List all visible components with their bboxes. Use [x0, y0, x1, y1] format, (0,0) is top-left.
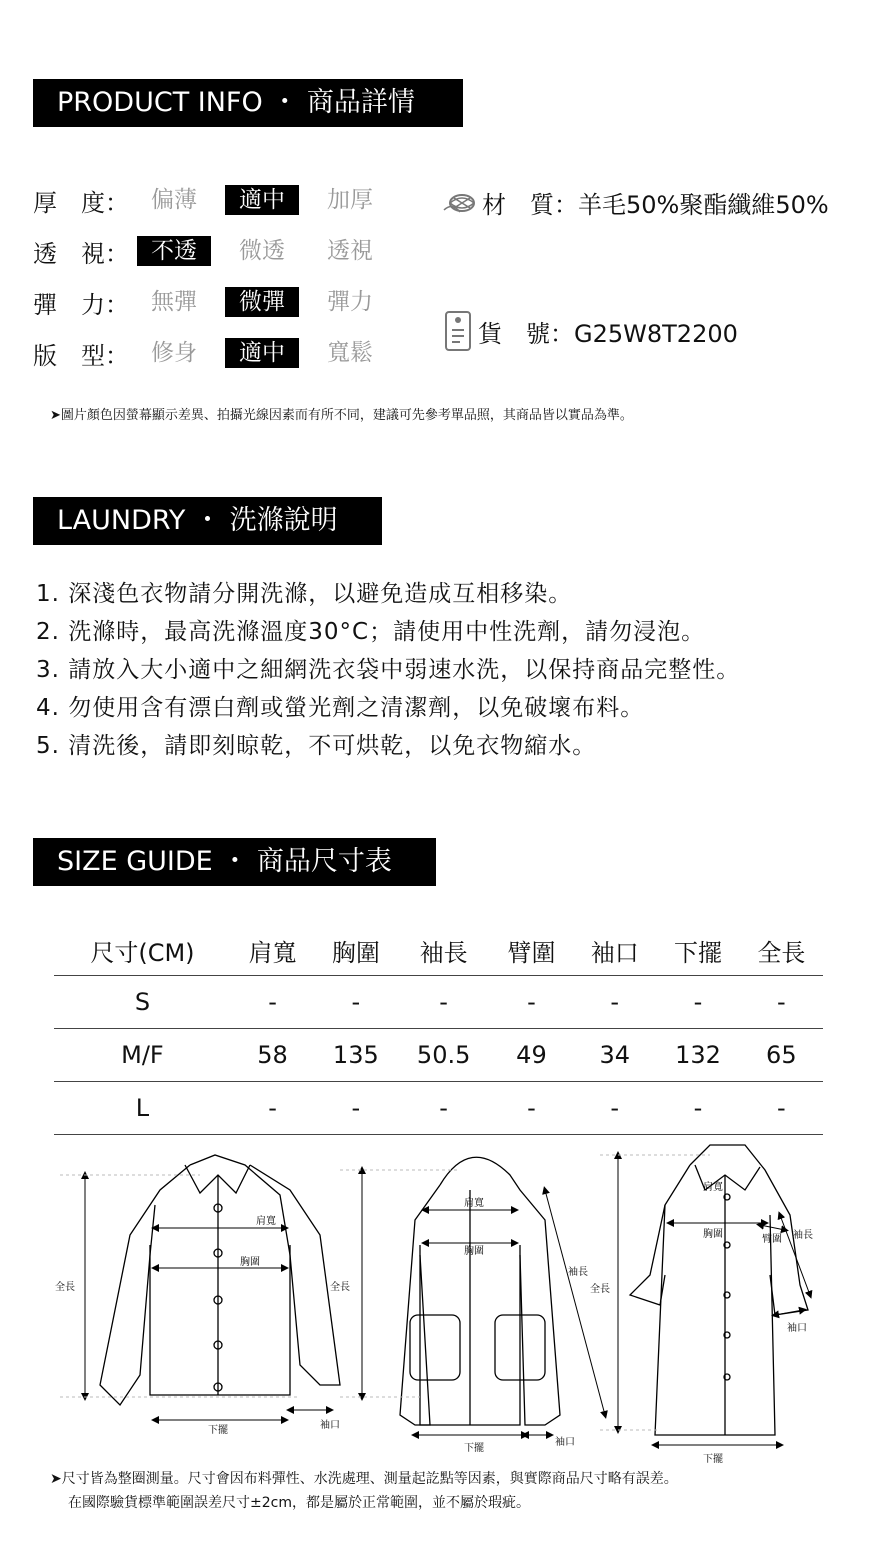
size-value-cell: 49	[490, 1029, 573, 1082]
size-value-cell: -	[231, 1082, 314, 1135]
size-row	[54, 976, 823, 1029]
size-row	[54, 1029, 823, 1082]
attribute-option: 修身	[151, 340, 197, 366]
label-chest-2: 胸圍	[464, 1246, 484, 1257]
label-cuff-2: 袖口	[555, 1437, 575, 1448]
garment-measurement-diagram	[0, 1135, 875, 1465]
laundry-item: 3. 請放入大小適中之細網洗衣袋中弱速水洗，以保持商品完整性。	[36, 657, 741, 683]
label-cuff-1: 袖口	[320, 1420, 340, 1431]
sku-row	[442, 310, 738, 352]
attribute-option: 彈力	[327, 289, 373, 315]
label-shoulder-3: 肩寬	[703, 1182, 723, 1193]
attribute-option: 無彈	[151, 289, 197, 315]
attribute-label: 透 視：	[33, 239, 129, 268]
size-value-cell: -	[397, 1082, 489, 1135]
size-guide-header: SIZE GUIDE ・ 商品尺寸表	[33, 838, 436, 886]
size-column-header: 下擺	[656, 925, 739, 976]
attribute-row	[33, 282, 401, 322]
size-column-header: 袖長	[397, 925, 489, 976]
product-info-header: PRODUCT INFO ・ 商品詳情	[33, 79, 463, 127]
label-hem-3: 下擺	[703, 1454, 723, 1465]
size-value-cell: 65	[740, 1029, 823, 1082]
size-value-cell: 132	[656, 1029, 739, 1082]
attribute-option-selected: 微彈	[225, 287, 299, 317]
attribute-option: 偏薄	[151, 187, 197, 213]
label-sleeve-3: 袖長	[793, 1230, 813, 1241]
size-name-cell: M/F	[54, 1029, 231, 1082]
label-full-length-1: 全長	[55, 1282, 75, 1293]
label-cuff-3: 袖口	[787, 1323, 807, 1334]
laundry-item: 5. 清洗後，請即刻晾乾，不可烘乾，以免衣物縮水。	[36, 733, 597, 759]
attribute-row	[33, 180, 401, 220]
label-sleeve-2: 袖長	[568, 1267, 588, 1278]
size-value-cell: -	[490, 976, 573, 1029]
laundry-item: 4. 勿使用含有漂白劑或螢光劑之清潔劑，以免破壞布料。	[36, 695, 645, 721]
attribute-row	[33, 231, 401, 271]
attribute-option: 透視	[327, 238, 373, 264]
tag-icon	[442, 310, 478, 352]
material-row	[442, 185, 829, 220]
size-note-line2: 在國際驗貨標準範圍誤差尺寸±2cm，都是屬於正常範圍，並不屬於瑕疵。	[68, 1495, 530, 1511]
size-column-header: 全長	[740, 925, 823, 976]
attribute-option: 微透	[239, 238, 285, 264]
size-value-cell: -	[573, 1082, 656, 1135]
color-notice: ➤圖片顏色因螢幕顯示差異、拍攝光線因素而有所不同，建議可先參考單品照，其商品皆以實品為準。	[50, 408, 633, 423]
laundry-item: 2. 洗滌時，最高洗滌溫度30°C；請使用中性洗劑，請勿浸泡。	[36, 619, 706, 645]
size-column-header: 肩寬	[231, 925, 314, 976]
size-value-cell: -	[231, 976, 314, 1029]
size-value-cell: 135	[314, 1029, 397, 1082]
size-value-cell: -	[397, 976, 489, 1029]
size-value-cell: -	[656, 976, 739, 1029]
laundry-item: 1. 深淺色衣物請分開洗滌，以避免造成互相移染。	[36, 581, 573, 607]
attribute-label: 版 型：	[33, 341, 129, 370]
laundry-header: LAUNDRY ・ 洗滌說明	[33, 497, 382, 545]
size-row	[54, 1082, 823, 1135]
size-column-header: 胸圍	[314, 925, 397, 976]
size-value-cell: -	[314, 1082, 397, 1135]
laundry-instructions	[36, 575, 740, 765]
size-value-cell: -	[740, 976, 823, 1029]
size-table-header	[54, 925, 823, 976]
attribute-option: 寬鬆	[327, 340, 373, 366]
sku-text: 貨 號：G25W8T2200	[478, 319, 738, 348]
size-value-cell: 58	[231, 1029, 314, 1082]
size-value-cell: -	[740, 1082, 823, 1135]
size-value-cell: 50.5	[397, 1029, 489, 1082]
size-name-cell: L	[54, 1082, 231, 1135]
label-full-length-2: 全長	[330, 1282, 350, 1293]
attribute-option-selected: 適中	[225, 185, 299, 215]
size-column-header: 臂圍	[490, 925, 573, 976]
size-value-cell: -	[490, 1082, 573, 1135]
attribute-option: 加厚	[327, 187, 373, 213]
size-value-cell: 34	[573, 1029, 656, 1082]
label-hem-1: 下擺	[208, 1425, 228, 1436]
attribute-row	[33, 333, 401, 373]
attribute-label: 厚 度：	[33, 188, 129, 217]
label-hem-2: 下擺	[464, 1443, 484, 1454]
label-chest-3: 胸圍	[703, 1229, 723, 1240]
size-value-cell: -	[656, 1082, 739, 1135]
size-column-header: 尺寸(CM)	[54, 925, 231, 976]
label-chest-1: 胸圍	[240, 1257, 260, 1268]
thread-spool-icon	[442, 188, 482, 218]
size-note-line1: ➤尺寸皆為整圈測量。尺寸會因布料彈性、水洗處理、測量起訖點等因素，與實際商品尺寸略有誤差。	[50, 1471, 678, 1487]
attribute-option-selected: 不透	[137, 236, 211, 266]
size-value-cell: -	[314, 976, 397, 1029]
attribute-label: 彈 力：	[33, 290, 129, 319]
attribute-option-selected: 適中	[225, 338, 299, 368]
material-text: 材 質：羊毛50%聚酯纖維50%	[482, 191, 829, 219]
label-full-length-3: 全長	[590, 1284, 610, 1295]
label-shoulder-1: 肩寬	[256, 1216, 276, 1227]
size-table	[54, 925, 823, 1135]
size-value-cell: -	[573, 976, 656, 1029]
label-shoulder-2: 肩寬	[464, 1198, 484, 1209]
size-column-header: 袖口	[573, 925, 656, 976]
label-arm-3: 臂圍	[762, 1234, 782, 1245]
size-name-cell: S	[54, 976, 231, 1029]
